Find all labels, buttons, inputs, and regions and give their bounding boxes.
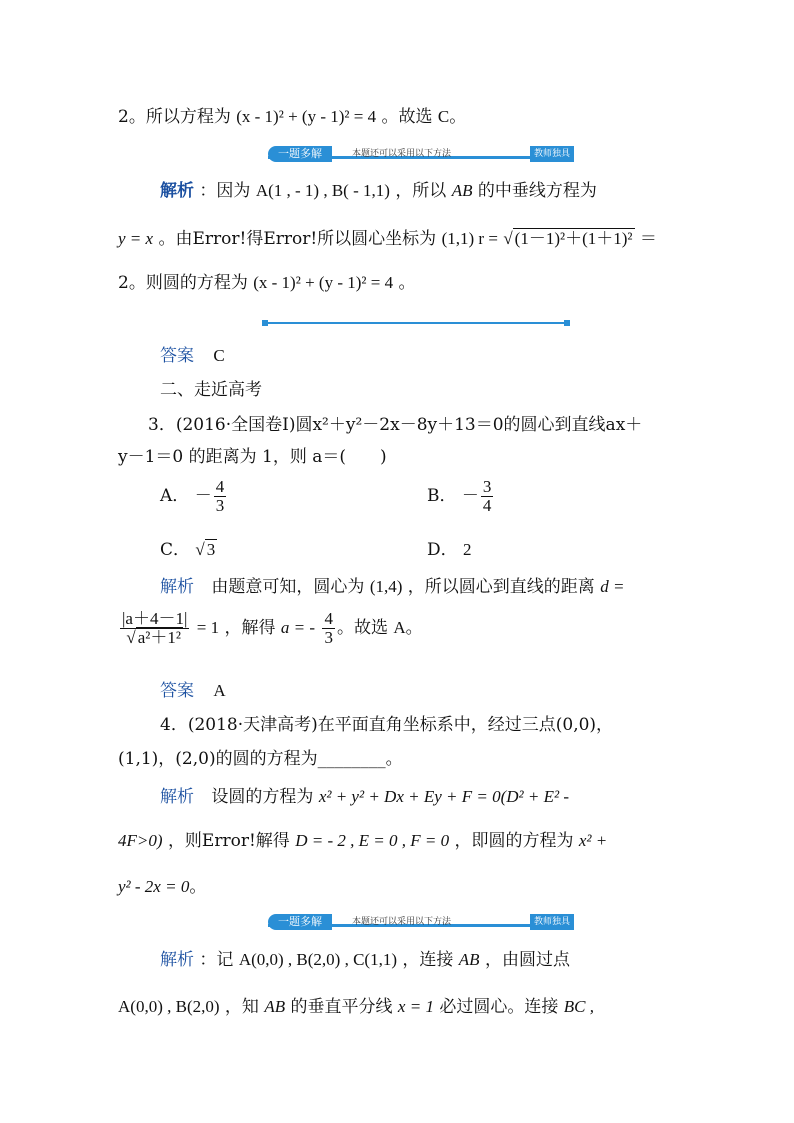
answer-choice: C。 [437,107,467,126]
text-fragment: ，所以圆心到直线的距离 [407,577,595,597]
numerator: 4 [215,477,225,496]
text-fragment: 的中垂线方程为 [477,181,597,201]
text-fragment: 设圆的方程为 [211,787,314,807]
text-line [160,945,570,970]
text-fragment: ，则Error!解得 [167,831,290,851]
text-line [118,826,607,851]
equation: BC , [563,997,594,1016]
numerator: 4 [324,609,333,628]
fraction [481,478,494,515]
equation: x² + y² + Dx + Ey + F = 0(D² + E² - [318,787,569,806]
question-line: y－1＝0 的距离为 1，则 a＝( ) [118,447,387,467]
equation: AB [451,181,473,200]
end-bar-corner [564,320,570,326]
banner-tag: 一题多解 [268,914,332,930]
option-d [427,535,472,560]
fraction [120,610,189,647]
option-a [160,478,228,515]
equation: AB [264,997,286,1016]
answer-value: A [213,681,226,700]
banner-end-bar [262,320,570,326]
answer-label: 答案 [160,681,194,701]
end-bar-line [262,322,570,324]
option-label: B． [427,485,457,506]
equation: 4F>0) [118,831,163,850]
option-sign: － [194,485,212,506]
text-fragment: ，知 [224,997,259,1017]
equation: d = [600,577,625,596]
text-fragment: ，即圆的方程为 [454,831,574,851]
text-fragment: 。 [189,877,207,897]
sqrt-content: a²＋1² [137,627,181,647]
text-fragment: ，由圆过点 [484,950,570,970]
numerator: |a＋4－1| [122,609,188,628]
question-line: (1,1)，(2,0)的圆的方程为________。 [118,749,403,769]
multi-solution-banner [260,914,574,932]
text-fragment: ：因为 [199,181,251,201]
option-value: 2 [463,540,472,559]
solution-label: 解析 [160,577,194,597]
equation: x = 1 [397,997,434,1016]
text-fragment: 。故选 [381,107,433,127]
sqrt-expression: √ (1－1)²＋(1＋1)² [503,229,633,248]
text-fragment: 。 [398,273,416,293]
fraction [214,478,227,515]
text-fragment: 的垂直平分线 [290,997,393,1017]
numerator: 3 [482,477,492,496]
equation: y = x [118,229,154,248]
option-c [160,535,217,560]
option-label: A． [160,485,190,506]
equation: = 1 [196,617,220,637]
text-line [118,268,415,293]
text-line [118,872,206,897]
text-line [160,782,569,807]
equation: AB [458,950,480,969]
text-fragment: ，所以 [395,181,447,201]
banner-tag: 一题多解 [268,146,332,162]
sqrt-expression: √ 3 [195,540,216,559]
text-fragment: 必过圆心。连接 [439,997,559,1017]
solution-label: 解析 [160,950,194,970]
equation: A(0,0) , B(2,0) [118,997,220,1016]
equation: (1,1) r = [441,229,498,248]
sqrt-content: 3 [206,540,216,559]
answer-choice: A。 [393,617,423,637]
text-line [160,176,597,201]
text-fragment: 。由Error!得Error!所以圆心坐标为 [158,229,437,249]
equation: D = - 2 , E = 0 , F = 0 [295,831,450,850]
banner-end-tag: 教师独具 [530,146,574,162]
solution-label: 解析 [160,787,194,807]
equation: (1,4) [369,577,403,596]
text-fragment: 。故选 [336,617,388,638]
text-fragment: 2。所以方程为 [118,107,231,127]
banner-text: 本题还可以采用以下方法 [352,917,452,927]
denominator: √ a²＋1² [126,627,181,647]
question-line: 3．(2016·全国卷Ⅰ)圆x²＋y²－2x－8y＋13＝0的圆心到直线ax＋ [148,415,643,435]
sqrt-content: (1－1)²＋(1＋1)² [514,229,633,248]
equation: A(0,0) , B(2,0) , C(1,1) [238,950,397,969]
text-line [118,102,466,127]
denominator: 3 [324,627,333,647]
option-b [427,478,495,515]
text-line [118,224,657,249]
banner-text: 本题还可以采用以下方法 [352,149,452,159]
text-fragment: ，解得 [224,617,276,638]
section-heading: 二、走近高考 [160,380,262,400]
text-line [118,610,423,647]
equation: y² - 2x = 0 [118,877,190,896]
end-bar-corner [262,320,268,326]
denominator: 3 [215,495,225,515]
option-label: D． [427,540,458,560]
solution-label: 解析 [160,181,194,201]
answer-line [160,341,225,366]
option-label: C． [160,540,191,560]
option-sign: － [461,485,479,506]
text-fragment: 2。则圆的方程为 [118,273,248,293]
answer-value: C [213,346,225,365]
answer-label: 答案 [160,346,194,366]
equation: (x - 1)² + (y - 1)² = 4 [253,273,394,292]
text-fragment: ＝ [639,229,657,249]
text-fragment: ，连接 [402,950,454,970]
denominator: 4 [482,495,492,515]
question-line: 4．(2018·天津高考)在平面直角坐标系中，经过三点(0,0)， [160,715,614,735]
text-line [160,572,624,597]
equation: (x - 1)² + (y - 1)² = 4 [236,107,377,126]
multi-solution-banner [260,146,574,164]
text-fragment: 由题意可知，圆心为 [211,577,365,597]
fraction [322,610,335,647]
answer-line [160,676,226,701]
banner-end-tag: 教师独具 [530,914,574,930]
equation: a = - [280,617,316,637]
equation: x² + [578,831,608,850]
text-line [118,992,594,1017]
equation: A(1 , - 1) , B( - 1,1) [255,181,390,200]
text-fragment: ：记 [199,950,234,970]
